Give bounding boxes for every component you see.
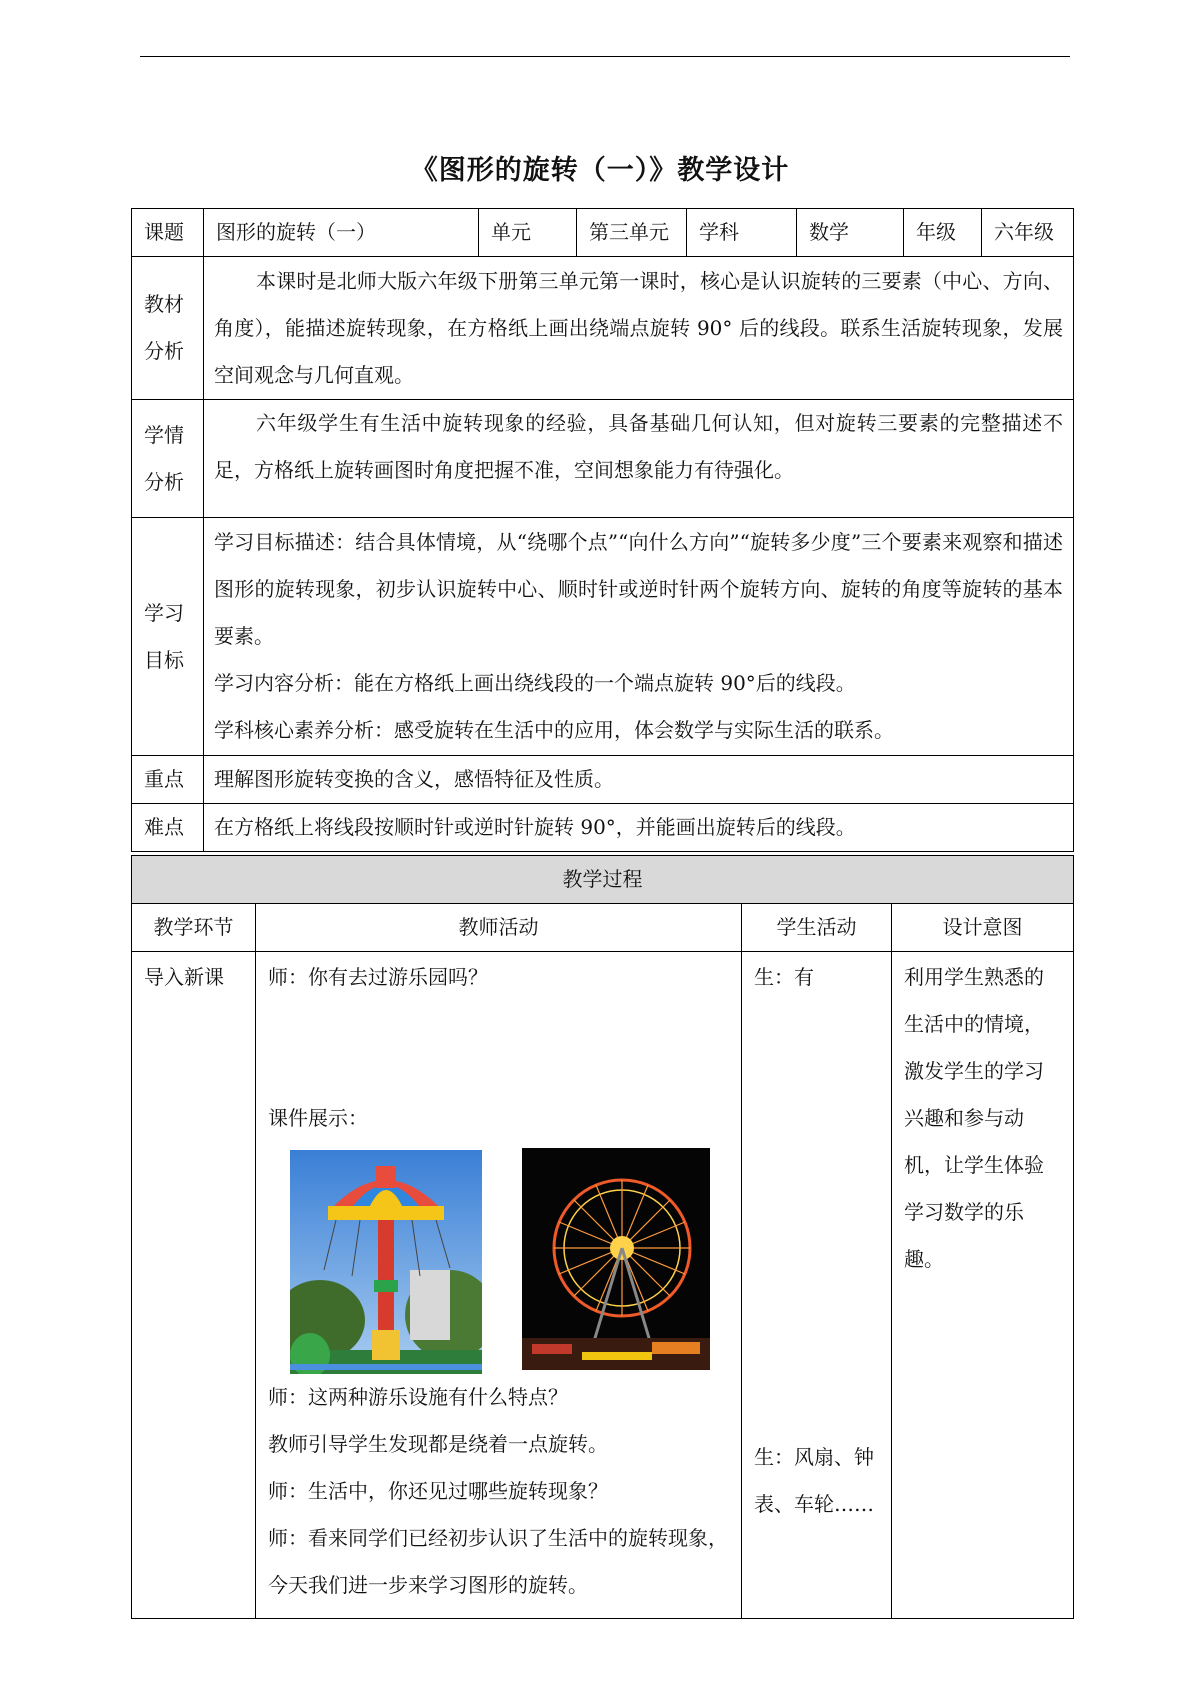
swing-ride-image (290, 1150, 482, 1374)
teacher-guidance: 教师引导学生发现都是绕着一点旋转。 (268, 1432, 608, 1456)
key-text: 理解图形旋转变换的含义，感悟特征及性质。 (204, 756, 1074, 804)
textbook-analysis: 本课时是北师大版六年级下册第三单元第一课时，核心是认识旋转的三要素（中心、方向、角度），能描述旋转现象，在方格纸上画出绕端点旋转 90° 后的线段。联系生活旋转现象，发展空间观念与几何直观。 (204, 257, 1074, 400)
goals-content (204, 518, 1074, 756)
teacher-activity (256, 952, 742, 1619)
goals-row (132, 518, 1074, 756)
teacher-question-1: 师：你有去过游乐园吗？ (268, 965, 488, 989)
info-row (132, 209, 1074, 257)
teacher-question-3: 师：生活中，你还见过哪些旋转现象？ (268, 1479, 608, 1503)
textbook-label: 教材 分析 (132, 257, 204, 400)
teacher-conclusion: 师：看来同学们已经初步认识了生活中的旋转现象，今天我们进一步来学习图形的旋转。 (268, 1526, 728, 1597)
process-row (132, 952, 1074, 1619)
key-row (132, 756, 1074, 804)
student-answer-2: 生：风扇、钟表、车轮…… (754, 1445, 874, 1516)
difficulty-text: 在方格纸上将线段按顺时针或逆时针旋转 90°，并能画出旋转后的线段。 (204, 804, 1074, 852)
subject-value: 数学 (797, 209, 904, 257)
goal-description: 学习目标描述：结合具体情境，从“绕哪个点”“向什么方向”“旋转多少度”三个要素来观察和描述图形的旋转现象，初步认识旋转中心、顺时针或逆时针两个旋转方向、旋转的角度等旋转的基本要素。 (214, 530, 1063, 648)
goal-content-analysis: 学习内容分析：能在方格纸上画出绕线段的一个端点旋转 90°后的线段。 (214, 671, 856, 695)
students-analysis: 六年级学生有生活中旋转现象的经验，具备基础几何认知，但对旋转三要素的完整描述不足，方格纸上旋转画图时角度把握不准，空间想象能力有待强化。 (204, 400, 1074, 518)
goals-label: 学习 目标 (132, 518, 204, 756)
process-table (131, 855, 1074, 1619)
grade-label: 年级 (904, 209, 982, 257)
goal-core-literacy: 学科核心素养分析：感受旋转在生活中的应用，体会数学与实际生活的联系。 (214, 718, 894, 742)
topic-value: 图形的旋转（一） (204, 209, 479, 257)
textbook-row (132, 257, 1074, 400)
subject-label: 学科 (687, 209, 797, 257)
difficulty-label: 难点 (132, 804, 204, 852)
courseware-label: 课件展示： (268, 1106, 368, 1130)
grade-value: 六年级 (982, 209, 1074, 257)
col-stage: 教学环节 (132, 904, 256, 952)
process-header-row (132, 904, 1074, 952)
col-teacher: 教师活动 (256, 904, 742, 952)
process-heading-row (132, 856, 1074, 904)
unit-label: 单元 (479, 209, 577, 257)
design-intent: 利用学生熟悉的生活中的情境，激发学生的学习兴趣和参与动机，让学生体验学习数学的乐趣。 (892, 952, 1074, 1619)
students-label: 学情 分析 (132, 400, 204, 518)
ferris-wheel-image (522, 1148, 710, 1370)
stage-name: 导入新课 (132, 952, 256, 1619)
header-rule (140, 56, 1070, 57)
topic-label: 课题 (132, 209, 204, 257)
student-answer-1: 生：有 (754, 965, 814, 989)
student-activity (742, 952, 892, 1619)
teacher-question-2: 师：这两种游乐设施有什么特点？ (268, 1385, 568, 1409)
document-title: 《图形的旋转（一）》教学设计 (410, 155, 790, 186)
difficulty-row (132, 804, 1074, 852)
process-heading: 教学过程 (132, 856, 1074, 904)
unit-value: 第三单元 (577, 209, 687, 257)
info-table (131, 208, 1074, 852)
courseware-images (290, 1150, 729, 1374)
students-row (132, 400, 1074, 518)
col-student: 学生活动 (742, 904, 892, 952)
col-intent: 设计意图 (892, 904, 1074, 952)
key-label: 重点 (132, 756, 204, 804)
